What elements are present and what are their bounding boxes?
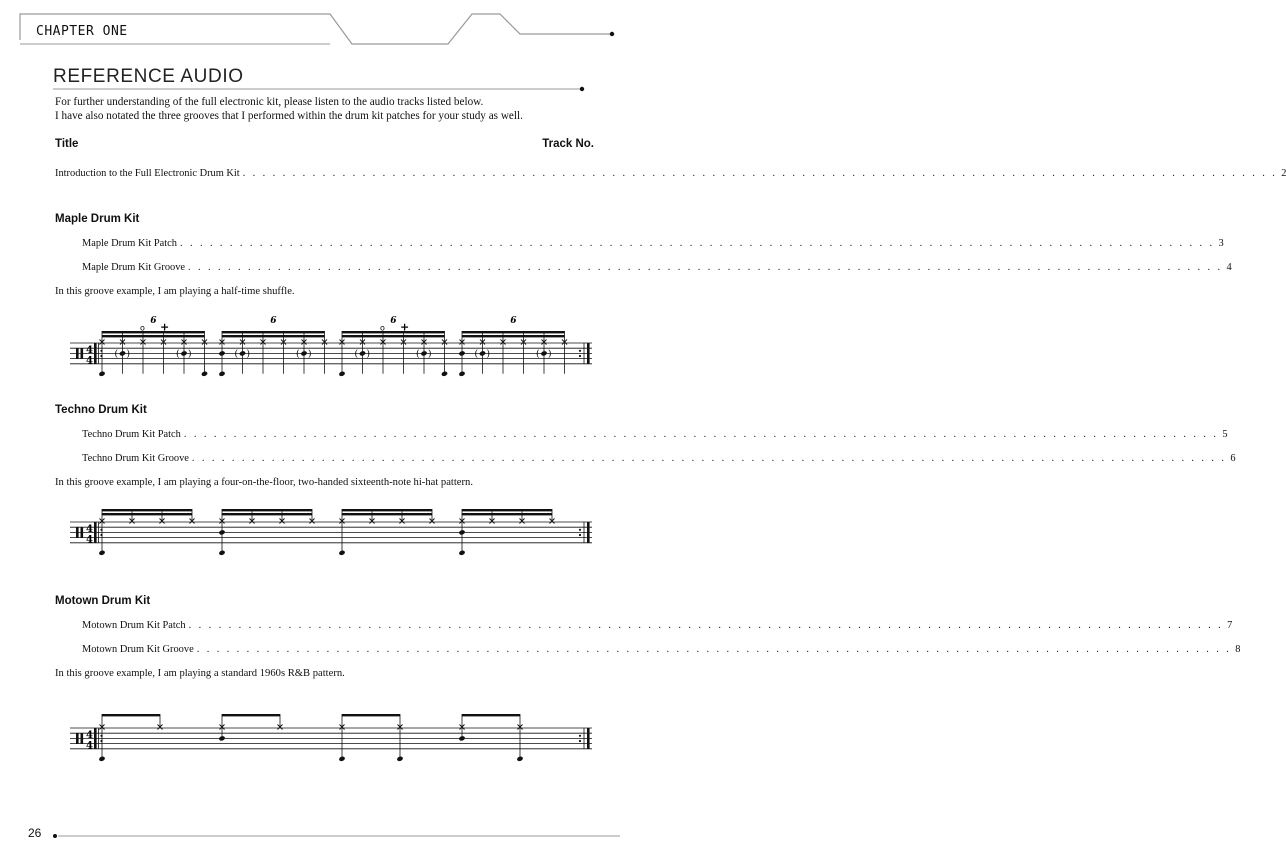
track-row-motown-patch (82, 620, 1233, 631)
header-dot (610, 32, 614, 36)
drum-note (458, 550, 465, 556)
ghost-paren: ) (548, 349, 552, 360)
track-label: Techno Drum Kit Patch (82, 429, 181, 440)
beam (102, 509, 192, 511)
track-number: 7 (1227, 620, 1233, 631)
notation-staff-motown (0, 706, 648, 762)
track-row-maple-patch (82, 238, 1224, 249)
drum-note (218, 735, 225, 741)
section-title: REFERENCE AUDIO (53, 66, 244, 87)
column-title-header: Title (55, 138, 79, 150)
ghost-paren: ( (114, 349, 119, 360)
repeat-bar-thick (587, 343, 590, 364)
repeat-bar-thick (94, 522, 97, 543)
time-signature-top: 4 (86, 729, 93, 741)
leader-dots: . . . . . . . . . . . . . . . . . . . . . . . . . . . . . . . . . . . . . . . . . . . . . . . . . . . . . . . . . . . . . . . . . . . . . . . . . . . . . . . . . . . . . . . . . . . . . . . . . . . . . . . . (196, 644, 1232, 655)
drum-note (458, 735, 465, 741)
ghost-paren: ( (416, 349, 420, 360)
ghost-snare-note (180, 350, 187, 356)
beam (102, 513, 192, 515)
groove-description-motown: In this groove example, I am playing a standard 1960s R&B pattern. (55, 668, 345, 679)
beam (462, 335, 565, 337)
footer-dot (53, 834, 57, 838)
ghost-paren: ) (486, 349, 491, 360)
repeat-dot (579, 529, 581, 531)
ghost-snare-note (119, 350, 126, 356)
track-row-techno-groove (82, 453, 1236, 464)
repeat-dot (579, 534, 581, 536)
drum-note (98, 550, 105, 556)
percussion-clef (81, 733, 84, 743)
ghost-paren: ( (234, 349, 239, 360)
beam (222, 509, 312, 511)
repeat-dot (579, 740, 581, 742)
drum-note (396, 756, 403, 762)
drum-note (218, 529, 225, 535)
beam (102, 335, 205, 337)
beam (342, 513, 432, 515)
ghost-paren: ) (366, 349, 371, 360)
leader-dots: . . . . . . . . . . . . . . . . . . . . . . . . . . . . . . . . . . . . . . . . . . . . . . . . . . . . . . . . . . . . . . . . . . . . . . . . . . . . . . . . . . . . . . . . . . . . . . . . . . . . . . . . (183, 429, 1219, 440)
ghost-paren: ) (246, 349, 251, 360)
beam (462, 714, 520, 716)
beam (342, 335, 445, 337)
ghost-paren: ( (354, 349, 359, 360)
notation-staff-techno (0, 500, 648, 556)
tuplet-number: 6 (390, 316, 397, 326)
ghost-paren: ) (188, 349, 192, 360)
closed-hi-hat-mark: + (400, 320, 410, 334)
repeat-dot (579, 735, 581, 737)
ghost-paren: ) (428, 349, 432, 360)
percussion-clef (81, 348, 84, 358)
track-number: 5 (1222, 429, 1228, 440)
leader-dots: . . . . . . . . . . . . . . . . . . . . . . . . . . . . . . . . . . . . . . . . . . . . . . . . . . . . . . . . . . . . . . . . . . . . . . . . . . . . . . . . . . . . . . . . . . . . . . . . . . . . . . . . (179, 238, 1215, 249)
track-number: 6 (1230, 453, 1236, 464)
leader-dots: . . . . . . . . . . . . . . . . . . . . . . . . . . . . . . . . . . . . . . . . . . . . . . . . . . . . . . . . . . . . . . . . . . . . . . . . . . . . . . . . . . . . . . . . . . . . . . . . . . . . . . . . (242, 168, 1278, 179)
leader-dots: . . . . . . . . . . . . . . . . . . . . . . . . . . . . . . . . . . . . . . . . . . . . . . . . . . . . . . . . . . . . . . . . . . . . . . . . . . . . . . . . . . . . . . . . . . . . . . . . . . . . . . . . (188, 262, 1223, 273)
ghost-paren: ( (536, 349, 540, 360)
ghost-paren: ) (308, 349, 312, 360)
ghost-paren: ( (176, 349, 180, 360)
ghost-paren: ) (126, 349, 131, 360)
track-label: Motown Drum Kit Groove (82, 644, 194, 655)
open-hi-hat-mark: o (140, 323, 145, 333)
tuplet-number: 6 (270, 316, 277, 326)
percussion-clef (76, 348, 79, 358)
beam (222, 331, 325, 333)
time-signature-bottom: 4 (86, 534, 93, 546)
track-label: Motown Drum Kit Patch (82, 620, 186, 631)
beam (342, 331, 445, 333)
drum-note (458, 350, 465, 356)
beam (222, 513, 312, 515)
track-row-techno-patch (82, 429, 1228, 440)
ghost-paren: ( (474, 349, 479, 360)
section-rule-dot (580, 87, 584, 91)
groove-description-techno: In this groove example, I am playing a four-on-the-floor, two-handed sixteenth-note hi-hat pattern. (55, 477, 473, 488)
time-signature-bottom: 4 (86, 740, 93, 752)
ghost-snare-note (540, 350, 547, 356)
chapter-label: CHAPTER ONE (36, 24, 128, 39)
track-number: 4 (1226, 262, 1232, 273)
track-label: Techno Drum Kit Groove (82, 453, 189, 464)
track-row-maple-groove (82, 262, 1232, 273)
kit-heading-motown: Motown Drum Kit (55, 595, 151, 607)
beam (102, 331, 205, 333)
repeat-bar-thick (587, 728, 590, 749)
drum-note (338, 756, 345, 762)
track-number: 3 (1218, 238, 1224, 249)
repeat-bar-thick (94, 728, 97, 749)
track-number: 8 (1235, 644, 1241, 655)
ghost-snare-note (420, 350, 427, 356)
track-label: Introduction to the Full Electronic Drum Kit (55, 168, 240, 179)
percussion-clef (81, 527, 84, 537)
repeat-bar-thick (94, 343, 97, 364)
closed-hi-hat-mark: + (160, 320, 170, 334)
kit-heading-techno: Techno Drum Kit (55, 404, 147, 416)
intro-line-1: For further understanding of the full electronic kit, please listen to the audio tracks listed below. (55, 96, 484, 108)
beam (462, 509, 552, 511)
track-label: Maple Drum Kit Groove (82, 262, 186, 273)
time-signature-bottom: 4 (86, 355, 93, 367)
notation-staff-maple (0, 305, 648, 375)
drum-note (98, 756, 105, 762)
drum-note (218, 550, 225, 556)
percussion-clef (76, 527, 79, 537)
repeat-dot (579, 350, 581, 352)
track-label: Maple Drum Kit Patch (82, 238, 177, 249)
beam (222, 335, 325, 337)
repeat-bar-thick (587, 522, 590, 543)
track-number: 2 (1281, 168, 1286, 179)
beam (342, 714, 400, 716)
time-signature-top: 4 (86, 344, 93, 356)
tuplet-number: 6 (510, 316, 517, 326)
kit-heading-maple: Maple Drum Kit (55, 213, 140, 225)
groove-description-maple: In this groove example, I am playing a half-time shuffle. (55, 286, 295, 297)
time-signature-top: 4 (86, 523, 93, 535)
intro-line-2: I have also notated the three grooves that I performed within the drum kit patches for your study as well. (55, 110, 523, 122)
drum-note (458, 529, 465, 535)
ghost-snare-note (479, 350, 486, 356)
leader-dots: . . . . . . . . . . . . . . . . . . . . . . . . . . . . . . . . . . . . . . . . . . . . . . . . . . . . . . . . . . . . . . . . . . . . . . . . . . . . . . . . . . . . . . . . . . . . . . . . . . . . . . . . (188, 620, 1224, 631)
drum-note (338, 550, 345, 556)
repeat-dot (579, 355, 581, 357)
page-number: 26 (28, 826, 42, 840)
beam (102, 714, 160, 716)
percussion-clef (76, 733, 79, 743)
open-hi-hat-mark: o (380, 323, 385, 333)
track-row-motown-groove (82, 644, 1241, 655)
ghost-snare-note (239, 350, 246, 356)
column-track-header: Track No. (542, 138, 594, 150)
drum-note (218, 350, 225, 356)
ghost-paren: ( (296, 349, 300, 360)
beam (222, 714, 280, 716)
tuplet-number: 6 (150, 316, 157, 326)
beam (462, 331, 565, 333)
beam (342, 509, 432, 511)
beam (462, 513, 552, 515)
track-row-intro (55, 168, 1286, 179)
ghost-snare-note (359, 350, 366, 356)
ghost-snare-note (300, 350, 307, 356)
drum-note (516, 756, 523, 762)
leader-dots: . . . . . . . . . . . . . . . . . . . . . . . . . . . . . . . . . . . . . . . . . . . . . . . . . . . . . . . . . . . . . . . . . . . . . . . . . . . . . . . . . . . . . . . . . . . . . . . . . . . . . . . . (191, 453, 1227, 464)
